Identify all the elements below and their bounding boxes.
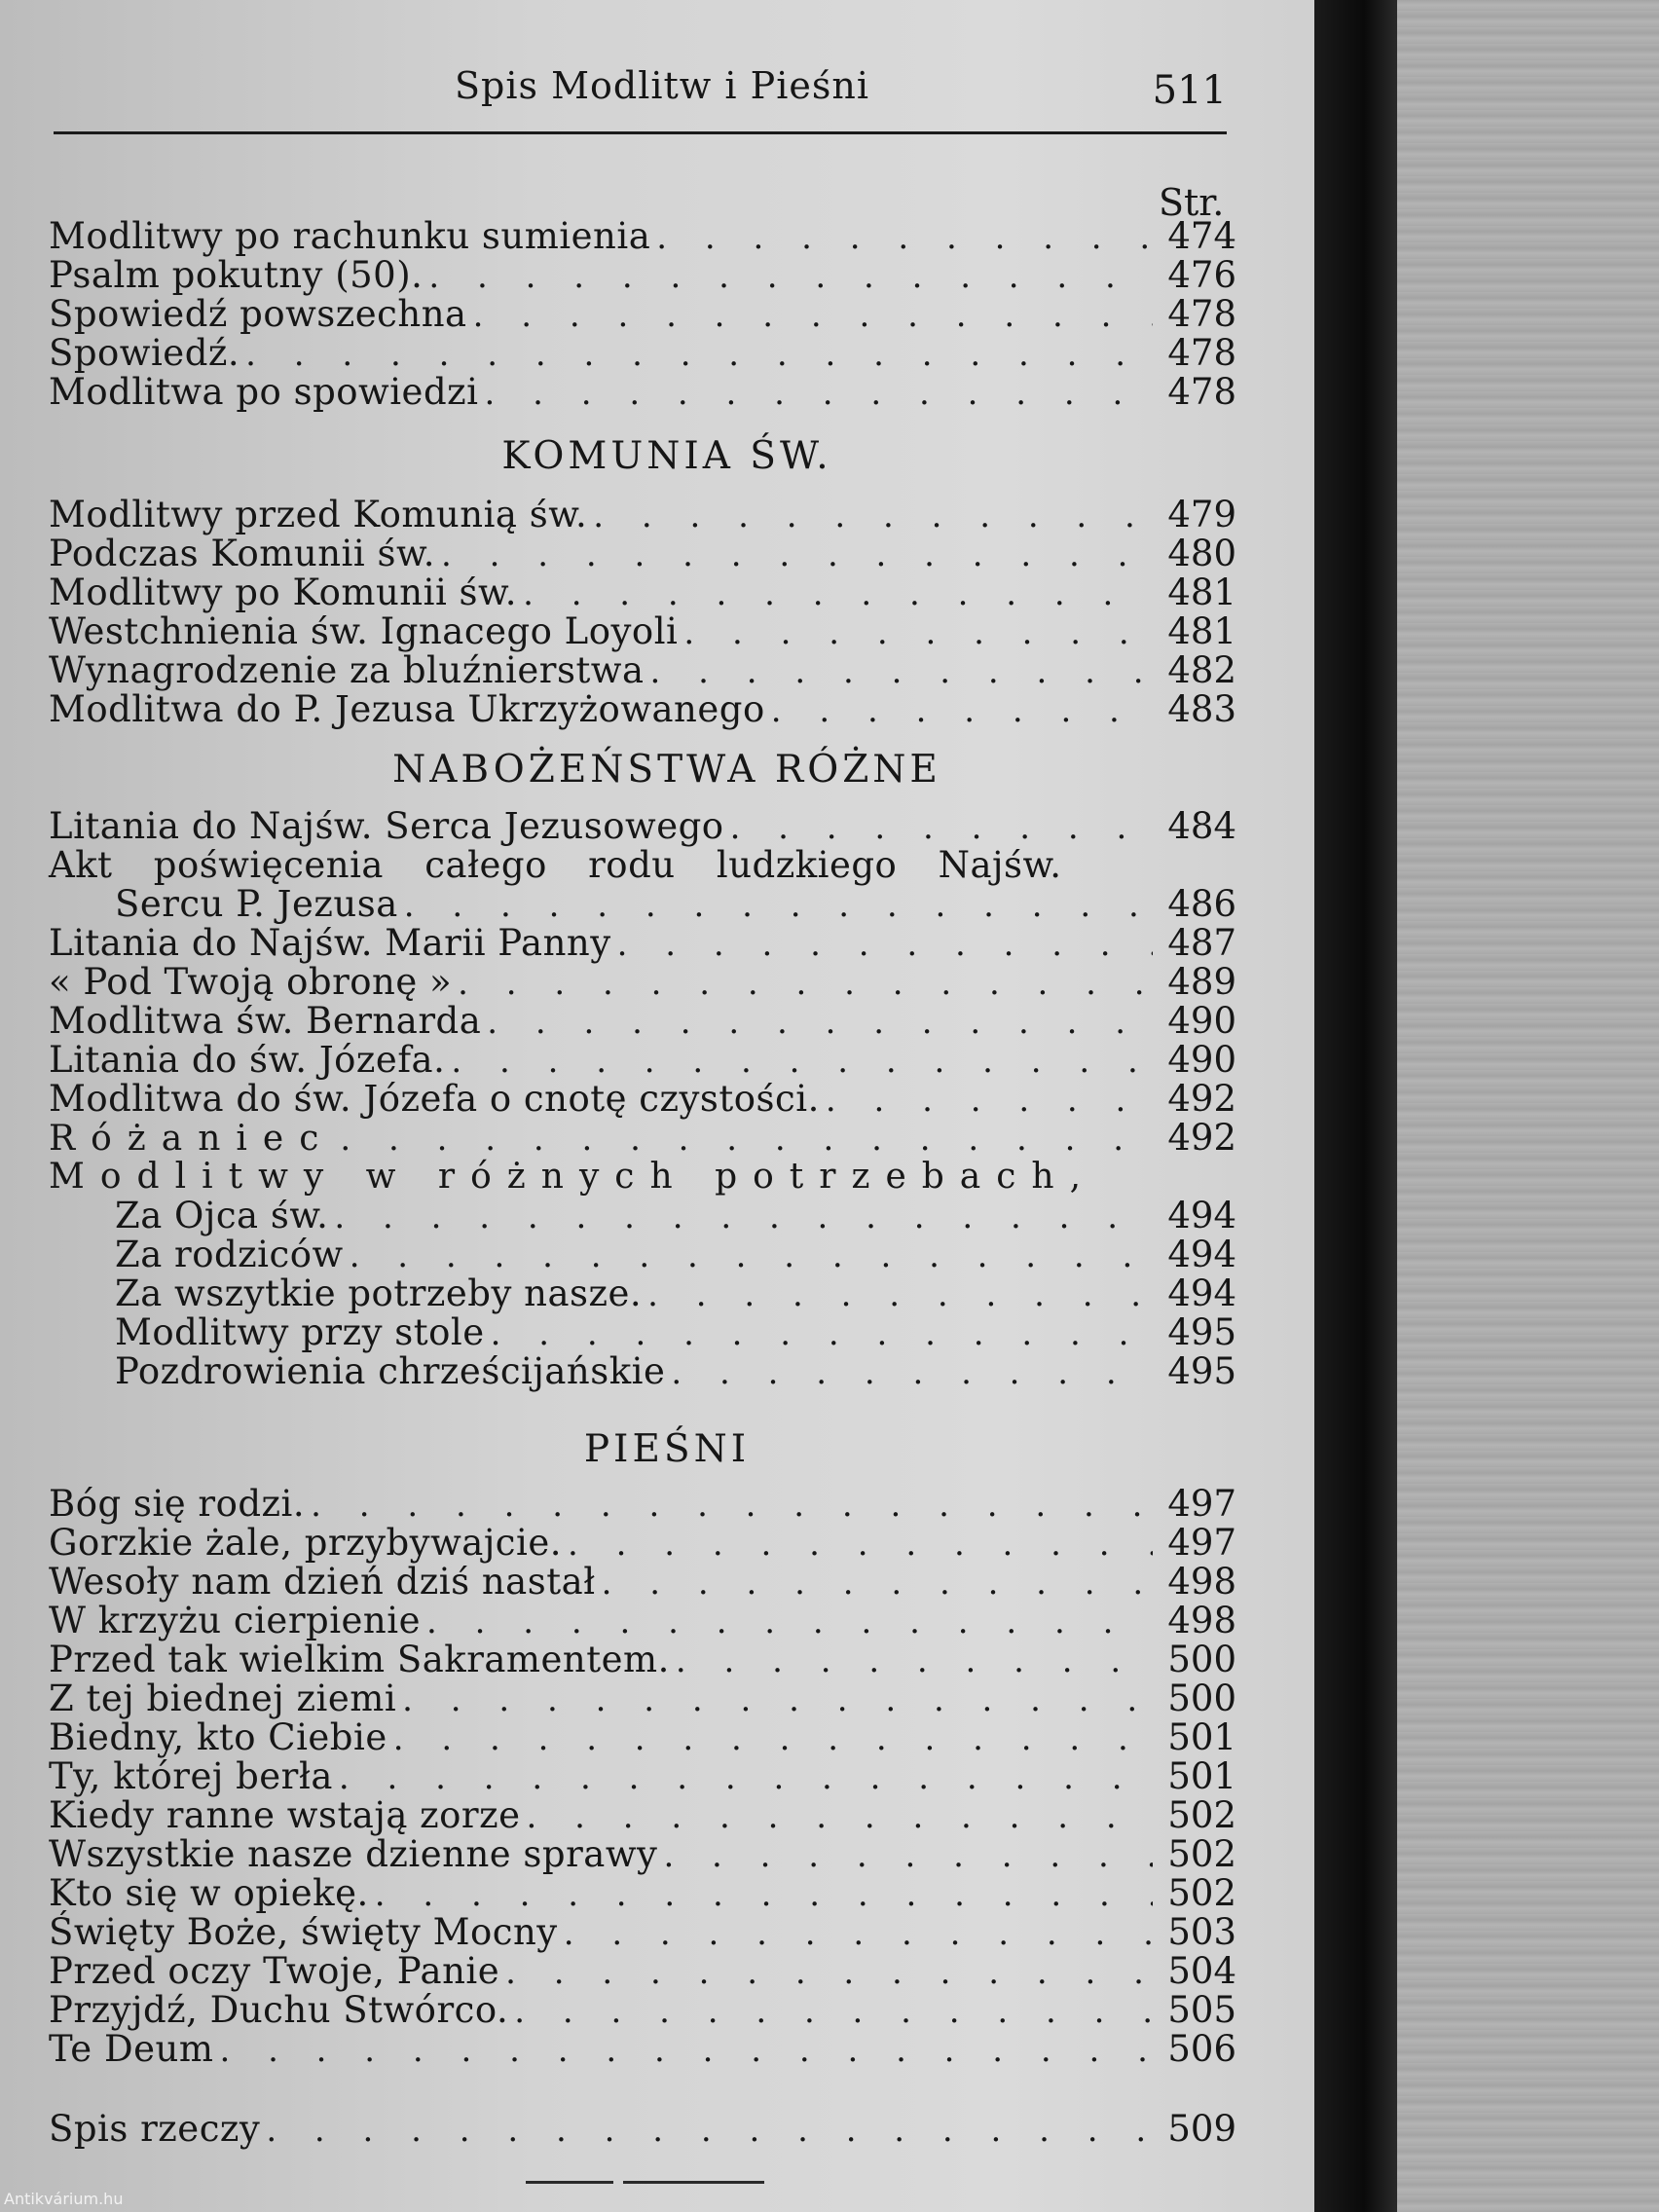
page-column-label: Str. — [1159, 181, 1225, 224]
toc-entry: Litania do Najśw. Marii Panny . . . 487 — [49, 923, 1236, 964]
toc-entry: W krzyżu cierpienie . . . 498 — [49, 1601, 1236, 1641]
toc-entry: Za rodziców . . . 494 — [115, 1235, 1236, 1275]
toc-entry: Z tej biednej ziemi . . . 500 — [49, 1678, 1236, 1719]
watermark: Antikvárium.hu — [4, 2190, 124, 2208]
toc-entry-index: Spis rzeczy . . . 509 — [49, 2109, 1236, 2150]
footer-rule-left — [526, 2181, 613, 2184]
toc-entry: Podczas Komunii św. . . . 480 — [49, 534, 1236, 574]
toc-entry: Kiedy ranne wstają zorze . . . 502 — [49, 1795, 1236, 1836]
toc-entry: Modlitwy po rachunku sumienia . . . 474 — [49, 216, 1236, 257]
toc-entry: Litania do św. Józefa. . . . 490 — [49, 1040, 1236, 1081]
toc-entry: Święty Boże, święty Mocny . . . 503 — [49, 1912, 1236, 1953]
footer-rule-right — [623, 2181, 764, 2184]
toc-entry: Gorzkie żale, przybywajcie. . . . 497 — [49, 1523, 1236, 1564]
toc-entry: Kto się w opiekę. . . . 502 — [49, 1873, 1236, 1914]
toc-entry: Te Deum . . . 506 — [49, 2029, 1236, 2070]
toc-entry: Westchnienia św. Ignacego Loyoli . . . 481 — [49, 611, 1236, 652]
toc-entry: Ty, której berła . . . 501 — [49, 1756, 1236, 1797]
toc-entry: Modlitwy po Komunii św. . . . 481 — [49, 572, 1236, 613]
toc-entry: Modlitwy przed Komunią św. . . . 479 — [49, 495, 1236, 535]
section-heading-nabozenstwa: NABOŻEŃSTWA RÓŻNE — [392, 748, 941, 792]
toc-entry: Spowiedź. . . . 478 — [49, 333, 1236, 374]
toc-entry: Modlitwa do św. Józefa o cnotę czystości. . . . 492 — [49, 1079, 1236, 1120]
page-header — [54, 58, 1227, 134]
toc-entry: Różaniec . . . 492 — [49, 1118, 1236, 1159]
toc-entry: Modlitwa św. Bernarda . . . 490 — [49, 1001, 1236, 1042]
section-heading-piesni: PIEŚNI — [583, 1427, 751, 1471]
toc-entry: Przyjdź, Duchu Stwórco. . . . 505 — [49, 1990, 1236, 2031]
toc-entry: « Pod Twoją obronę » . . . 489 — [49, 962, 1236, 1003]
running-title: Spis Modlitw i Pieśni — [455, 64, 869, 107]
toc-entry: Przed oczy Twoje, Panie . . . 504 — [49, 1951, 1236, 1992]
toc-entry: Litania do Najśw. Serca Jezusowego . . . 484 — [49, 806, 1236, 847]
toc-entry: Modlitwy przy stole . . . 495 — [115, 1312, 1236, 1353]
toc-entry: Wesoły nam dzień dziś nastał . . . 498 — [49, 1562, 1236, 1603]
toc-entry: Biedny, kto Ciebie . . . 501 — [49, 1717, 1236, 1758]
toc-entry: Za Ojca św. . . . 494 — [115, 1196, 1236, 1236]
toc-entry: Modlitwa do P. Jezusa Ukrzyżowanego . . . 483 — [49, 689, 1236, 730]
toc-entry: Wszystkie nasze dzienne sprawy . . . 502 — [49, 1834, 1236, 1875]
toc-entry: Spowiedź powszechna . . . 478 — [49, 294, 1236, 335]
toc-entry: Wynagrodzenie za bluźnierstwa . . . 482 — [49, 650, 1236, 691]
toc-entry: Psalm pokutny (50). . . . 476 — [49, 255, 1236, 296]
book-spine — [1314, 0, 1397, 2212]
background-board — [1397, 0, 1659, 2212]
toc-entry: Modlitwa po spowiedzi . . . 478 — [49, 372, 1236, 413]
toc-entry: Modlitwy w różnych potrzebach, — [49, 1157, 1097, 1197]
toc-entry: Za wszytkie potrzeby nasze. . . . 494 — [115, 1273, 1236, 1314]
toc-entry: Pozdrowienia chrześcijańskie . . . 495 — [115, 1351, 1236, 1392]
section-heading-komunia: KOMUNIA ŚW. — [501, 434, 832, 478]
toc-entry: Bóg się rodzi. . . . 497 — [49, 1484, 1236, 1525]
page-number: 511 — [1152, 68, 1227, 113]
toc-entry: Akt poświęcenia całego rodu ludzkiego Najśw. — [49, 844, 1062, 886]
toc-entry: Przed tak wielkim Sakramentem. . . . 500 — [49, 1640, 1236, 1680]
toc-entry: Sercu P. Jezusa . . . 486 — [115, 884, 1236, 925]
